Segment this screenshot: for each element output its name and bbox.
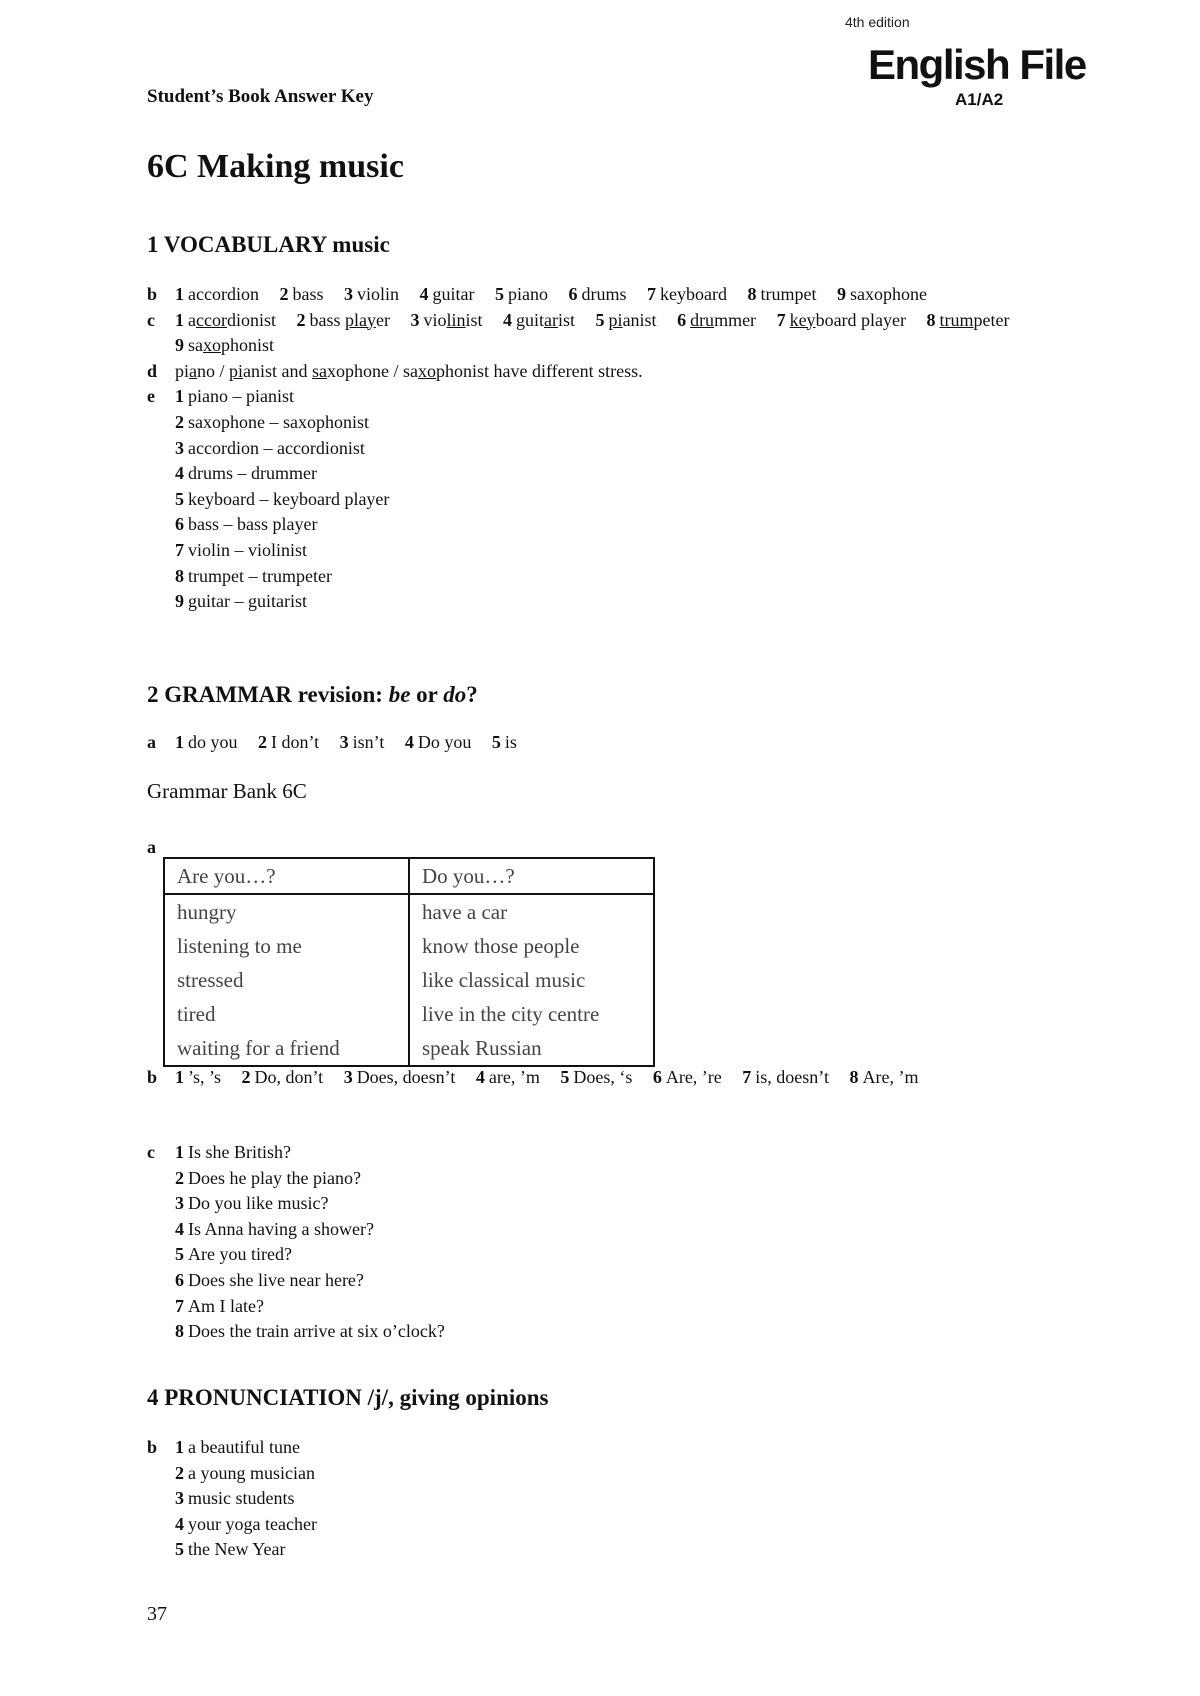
- table-header-cell: Do you…?: [409, 858, 654, 894]
- text-part: no /: [197, 360, 230, 381]
- item-number: 4: [503, 309, 513, 330]
- answer-item: [175, 410, 1047, 436]
- item-number: 5: [491, 732, 501, 752]
- answer-item: [175, 461, 1047, 487]
- item-number: 1: [175, 309, 184, 330]
- item-number: 7: [175, 539, 184, 560]
- grammar-a-answers: [147, 730, 1047, 756]
- answer-item: [596, 308, 657, 334]
- answer-item: [175, 1294, 1047, 1320]
- item-number: 5: [560, 1067, 570, 1087]
- item-text: piano – pianist: [188, 386, 294, 407]
- table-cell: waiting for a friend: [164, 1031, 409, 1066]
- answer-item: [175, 487, 1047, 513]
- answer-item: [175, 1319, 1047, 1345]
- edition-label: 4th edition: [845, 14, 910, 30]
- item-text: bass: [309, 309, 345, 330]
- answer-letter: a: [147, 732, 156, 752]
- answer-item: [175, 589, 1047, 615]
- item-number: 7: [776, 309, 786, 330]
- table-cell: know those people: [409, 929, 654, 963]
- stress-underline: play: [345, 309, 376, 330]
- title-part: 2 GRAMMAR revision:: [147, 682, 389, 707]
- item-text: Is Anna having a shower?: [188, 1218, 374, 1239]
- stress-underline: xo: [418, 360, 437, 381]
- item-text: violin: [356, 284, 399, 304]
- item-text: er: [376, 309, 390, 330]
- answer-list: [175, 1435, 1047, 1563]
- answer-items: [175, 730, 1047, 756]
- item-text: ’s, ’s: [188, 1067, 222, 1087]
- item-text: saxophone – saxophonist: [188, 411, 369, 432]
- item-number: 8: [175, 565, 184, 586]
- item-text: Does he play the piano?: [188, 1167, 361, 1188]
- item-number: 4: [419, 284, 429, 304]
- answer-item: [927, 308, 1010, 334]
- item-text: piano: [507, 284, 548, 304]
- item-number: 3: [343, 1067, 353, 1087]
- item-text: Do you: [417, 732, 472, 752]
- item-number: 6: [175, 514, 184, 535]
- item-text: your yoga teacher: [188, 1513, 317, 1534]
- unit-title: 6C Making music: [147, 148, 404, 185]
- item-text: a beautiful tune: [188, 1437, 300, 1457]
- item-text: keyboard: [659, 284, 727, 304]
- item-number: 7: [646, 284, 656, 304]
- answer-item: [175, 1217, 1047, 1243]
- item-text: board player: [815, 309, 907, 330]
- item-number: 4: [175, 463, 184, 484]
- answer-item: [503, 308, 575, 334]
- text-part: xophone / sa: [327, 360, 419, 381]
- item-number: 3: [410, 309, 420, 330]
- answer-item: [837, 282, 927, 308]
- answer-item: [175, 384, 1047, 410]
- grammar-bank-title: Grammar Bank 6C: [147, 779, 307, 803]
- item-number: 1: [175, 386, 184, 407]
- item-text: Do, don’t: [254, 1067, 324, 1087]
- item-number: 3: [175, 1488, 184, 1509]
- answer-letter: c: [147, 309, 155, 330]
- item-text: Are you tired?: [188, 1244, 292, 1265]
- grammar-bank-letter: [147, 835, 156, 861]
- grammar-section-title: [147, 682, 478, 708]
- table-cell: like classical music: [409, 963, 654, 997]
- item-number: 6: [652, 1067, 662, 1087]
- table-cell: have a car: [409, 894, 654, 929]
- answer-letter: b: [147, 1437, 158, 1457]
- brand-logo: English File: [868, 41, 1086, 88]
- title-part: be: [388, 682, 411, 707]
- answer-letter: a: [147, 837, 156, 857]
- answer-letter: d: [147, 360, 158, 381]
- answer-item: [175, 1537, 1047, 1563]
- stress-note: [175, 359, 1047, 385]
- item-text: peter: [973, 309, 1010, 330]
- answer-c: [147, 308, 1047, 359]
- item-text: trumpet – trumpeter: [188, 565, 332, 586]
- item-number: 9: [836, 284, 846, 304]
- title-part: or: [410, 682, 444, 707]
- answer-item: [340, 730, 385, 756]
- title-part: ?: [466, 682, 478, 707]
- table-cell: speak Russian: [409, 1031, 654, 1066]
- item-text: Are, ’re: [665, 1067, 722, 1087]
- item-number: 2: [175, 1462, 184, 1483]
- item-text: mmer: [714, 309, 757, 330]
- item-number: 3: [175, 437, 184, 458]
- item-text: sa: [188, 335, 203, 356]
- item-text: Are, ’m: [862, 1067, 919, 1087]
- answer-items: [175, 308, 1047, 359]
- table-cell: listening to me: [164, 929, 409, 963]
- answer-items: [175, 1065, 1057, 1091]
- table-row: [164, 1031, 654, 1066]
- table-header-row: [164, 858, 654, 894]
- title-part: do: [443, 682, 467, 707]
- item-text: guit: [516, 309, 545, 330]
- table-row: [164, 997, 654, 1031]
- stress-underline: pi: [229, 360, 244, 381]
- item-number: 3: [343, 284, 353, 304]
- table-cell: tired: [164, 997, 409, 1031]
- answer-item: [175, 1512, 1047, 1538]
- item-text: Does, doesn’t: [356, 1067, 456, 1087]
- item-text: Do you like music?: [188, 1193, 329, 1214]
- item-number: 6: [175, 1269, 184, 1290]
- table-row: [164, 963, 654, 997]
- item-number: 1: [175, 732, 184, 752]
- answer-item: [175, 436, 1047, 462]
- table-row: [164, 929, 654, 963]
- answer-item: [175, 564, 1047, 590]
- answer-item: [492, 730, 517, 756]
- item-text: vio: [423, 309, 447, 330]
- answer-list: [175, 1140, 1047, 1345]
- answer-letter: b: [147, 284, 158, 304]
- answer-item: [175, 1065, 221, 1091]
- table-row: [164, 894, 654, 929]
- item-number: 5: [595, 309, 605, 330]
- answer-letter: c: [147, 1142, 155, 1162]
- stress-underline: pi: [608, 309, 623, 330]
- item-text: are, ’m: [488, 1067, 540, 1087]
- item-number: 3: [339, 732, 349, 752]
- answer-item: [242, 1065, 324, 1091]
- page-number: 37: [147, 1603, 167, 1625]
- item-number: 8: [926, 309, 936, 330]
- vocabulary-answers: [147, 282, 1047, 615]
- item-text: the New Year: [188, 1539, 286, 1560]
- item-number: 5: [175, 1244, 184, 1265]
- item-text: guitar – guitarist: [188, 591, 307, 612]
- item-text: saxophone: [849, 284, 927, 304]
- item-number: 3: [175, 1193, 184, 1214]
- item-number: 4: [404, 732, 414, 752]
- answer-item: [344, 1065, 456, 1091]
- pronunciation-section-title: 4 PRONUNCIATION /j/, giving opinions: [147, 1385, 549, 1410]
- answer-item: [175, 333, 274, 359]
- item-number: 2: [279, 284, 289, 304]
- answer-list: [175, 384, 1047, 614]
- answer-item: [568, 282, 626, 308]
- item-number: 5: [175, 1539, 184, 1560]
- item-number: 9: [175, 591, 184, 612]
- item-number: 1: [175, 1437, 184, 1457]
- item-number: 1: [175, 284, 184, 304]
- item-text: Does the train arrive at six o’clock?: [188, 1321, 445, 1342]
- item-number: 1: [175, 1142, 184, 1162]
- item-text: violin – violinist: [188, 539, 308, 560]
- pronunciation-b-answers: [147, 1435, 1047, 1563]
- table-header-cell: Are you…?: [164, 858, 409, 894]
- stress-underline: key: [789, 309, 816, 330]
- answer-letter: e: [147, 386, 155, 407]
- item-text: keyboard – keyboard player: [188, 488, 390, 509]
- answer-item: [258, 730, 319, 756]
- answer-item: [297, 308, 390, 334]
- item-text: Does, ‘s: [573, 1067, 633, 1087]
- item-number: 2: [241, 1067, 251, 1087]
- level-label: A1/A2: [955, 90, 1004, 109]
- item-text: bass: [292, 284, 324, 304]
- answer-d: [147, 359, 1047, 385]
- answer-item: [476, 1065, 540, 1091]
- table-cell: live in the city centre: [409, 997, 654, 1031]
- item-text: do you: [188, 732, 238, 752]
- answer-item: [175, 1140, 1047, 1166]
- item-text: isn’t: [352, 732, 385, 752]
- stress-underline: a: [189, 360, 198, 381]
- item-text: ist: [465, 309, 483, 330]
- item-number: 7: [175, 1295, 184, 1316]
- item-number: 5: [175, 488, 184, 509]
- vocabulary-section-title: 1 VOCABULARY music: [147, 232, 390, 257]
- answer-a: [147, 730, 1047, 756]
- item-number: 1: [175, 1067, 184, 1087]
- answer-item: [175, 1268, 1047, 1294]
- item-number: 9: [175, 335, 184, 356]
- item-number: 2: [258, 732, 267, 752]
- grammar-table: [163, 857, 655, 1067]
- table-cell: hungry: [164, 894, 409, 929]
- item-number: 5: [494, 284, 504, 304]
- item-text: Does she live near here?: [188, 1269, 364, 1290]
- stress-underline: lin: [446, 309, 466, 330]
- answer-letter: b: [147, 1067, 158, 1087]
- answer-item: [653, 1065, 722, 1091]
- item-text: Is she British?: [188, 1142, 291, 1162]
- answer-b: [147, 1435, 1047, 1563]
- answer-item: [419, 282, 474, 308]
- item-number: 6: [568, 284, 578, 304]
- answer-item: [175, 1486, 1047, 1512]
- answer-item: [175, 282, 259, 308]
- item-text: is: [504, 732, 517, 752]
- answer-item: [405, 730, 472, 756]
- answer-item: [175, 308, 276, 334]
- answer-item: [410, 308, 482, 334]
- table-cell: stressed: [164, 963, 409, 997]
- item-number: 2: [296, 309, 306, 330]
- answer-b: [147, 1065, 1057, 1091]
- answer-item: [279, 282, 323, 308]
- item-text: bass – bass player: [188, 514, 318, 535]
- item-text: guitar: [432, 284, 475, 304]
- item-text: ist: [558, 309, 576, 330]
- stress-underline: sa: [312, 360, 328, 381]
- item-text: accordion: [188, 284, 259, 304]
- answer-b: [147, 282, 1047, 308]
- stress-underline: ccor: [196, 309, 227, 330]
- answer-item: [175, 1242, 1047, 1268]
- answer-item: [677, 308, 756, 334]
- stress-underline: trum: [939, 309, 974, 330]
- answer-item: [175, 1191, 1047, 1217]
- answer-item: [175, 1461, 1047, 1487]
- answer-e: [147, 384, 1047, 614]
- grammar-b-answers: [147, 1065, 1057, 1091]
- item-number: 8: [747, 284, 757, 304]
- item-number: 7: [742, 1067, 752, 1087]
- item-text: is, doesn’t: [755, 1067, 829, 1087]
- item-number: 4: [175, 1218, 184, 1239]
- answer-item: [175, 730, 238, 756]
- item-number: 8: [849, 1067, 859, 1087]
- item-text: anist: [622, 309, 657, 330]
- item-text: I don’t: [271, 732, 320, 752]
- item-text: dionist: [226, 309, 276, 330]
- item-text: drums: [581, 284, 627, 304]
- text-part: anist and: [243, 360, 313, 381]
- answer-item: [849, 1065, 918, 1091]
- answer-item: [647, 282, 727, 308]
- answer-c: [147, 1140, 1047, 1345]
- item-text: a: [188, 309, 196, 330]
- answer-item: [747, 282, 816, 308]
- item-number: 2: [175, 411, 184, 432]
- answer-item: [777, 308, 906, 334]
- answer-items: [175, 282, 1047, 308]
- item-number: 6: [677, 309, 687, 330]
- answer-item: [560, 1065, 632, 1091]
- answer-item: [175, 1435, 1047, 1461]
- item-text: drums – drummer: [188, 463, 317, 484]
- grammar-table-wrapper: [163, 857, 655, 1067]
- text-part: pi: [175, 360, 190, 381]
- stress-underline: dru: [690, 309, 715, 330]
- item-number: 2: [175, 1167, 184, 1188]
- text-part: phonist have different stress.: [436, 360, 643, 381]
- stress-underline: ar: [544, 309, 559, 330]
- answer-item: [175, 512, 1047, 538]
- item-number: 4: [475, 1067, 485, 1087]
- book-title: Student’s Book Answer Key: [147, 86, 374, 107]
- grammar-c-answers: [147, 1140, 1047, 1345]
- answer-item: [175, 1166, 1047, 1192]
- answer-item: [175, 538, 1047, 564]
- answer-item: [344, 282, 399, 308]
- item-text: trumpet: [760, 284, 817, 304]
- item-number: 4: [175, 1513, 184, 1534]
- answer-item: [495, 282, 548, 308]
- item-text: a young musician: [188, 1462, 315, 1483]
- item-text: music students: [188, 1488, 295, 1509]
- item-text: accordion – accordionist: [188, 437, 365, 458]
- item-text: Am I late?: [188, 1295, 264, 1316]
- item-text: phonist: [221, 335, 275, 356]
- answer-item: [742, 1065, 829, 1091]
- item-number: 8: [175, 1321, 184, 1342]
- stress-underline: xo: [203, 335, 221, 356]
